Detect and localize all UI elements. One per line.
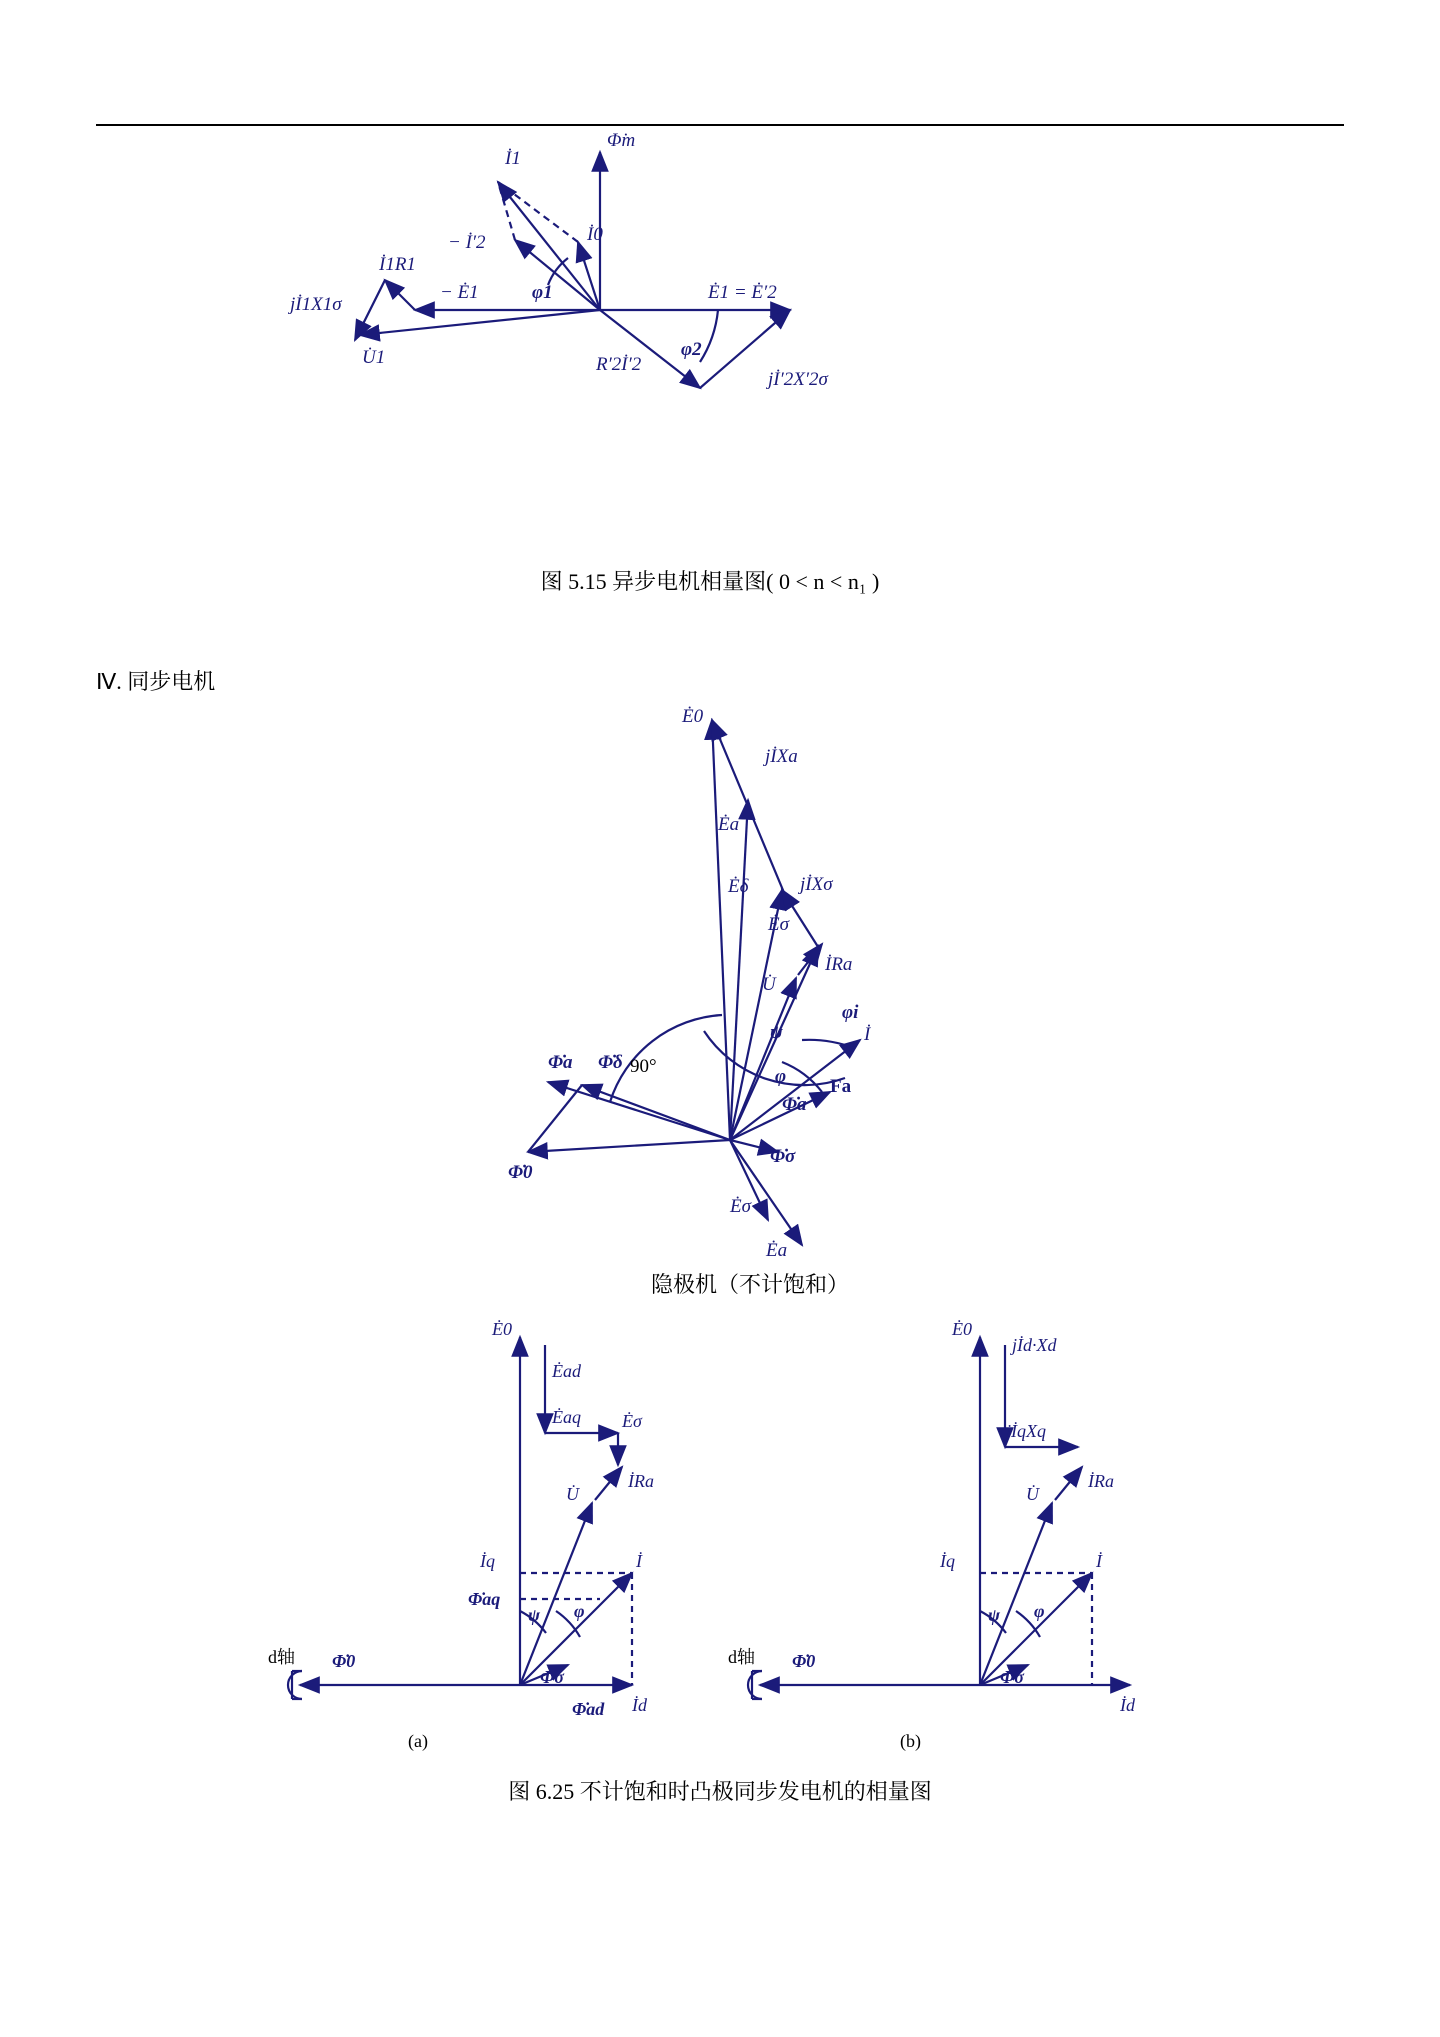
label-I1R1: İ1R1	[379, 254, 416, 275]
label-Esigma-a: Ėσ	[622, 1411, 642, 1431]
coil-arc-a	[288, 1671, 302, 1699]
vector-jI1X1sigma	[355, 280, 385, 340]
label-E0: Ė0	[682, 706, 704, 727]
label-I1: İ1	[505, 148, 521, 169]
vector-minus-I2p	[515, 240, 600, 310]
label-Phiaq-a: Φ̇aq	[468, 1589, 501, 1609]
label-phi: φ	[775, 1066, 787, 1087]
label-IRa-a: İRa	[628, 1471, 654, 1491]
label-psi: ψ	[770, 1022, 783, 1043]
label-Phi-sigma: Φ̇σ	[770, 1146, 796, 1167]
label-Ea-low: Ėa	[766, 1240, 788, 1261]
label-Iq-a: İq	[480, 1551, 495, 1571]
label-Esigma: Ėσ	[768, 914, 789, 935]
label-U-b: U̇	[1026, 1484, 1039, 1504]
label-Id-a: İd	[632, 1695, 647, 1715]
label-jIqXq-b: jİqXq	[1006, 1421, 1046, 1441]
figure-5-15	[290, 130, 1120, 530]
label-Id-b: İd	[1120, 1695, 1135, 1715]
vector-Phi-0	[528, 1140, 730, 1152]
label-d-axis-a: d轴	[268, 1647, 295, 1667]
label-U-a: U̇	[566, 1484, 579, 1504]
caption-hidden-pole: 隐极机（不计饱和）	[650, 1272, 849, 1297]
label-I-a: İ	[636, 1551, 642, 1571]
label-Esigma-low: Ėσ	[730, 1196, 751, 1217]
label-Eaq-a: Ėaq	[552, 1407, 581, 1427]
vector-Phi-delta	[582, 1085, 730, 1140]
label-Ead-a: Ėad	[552, 1361, 581, 1381]
vector-Ea	[730, 800, 748, 1140]
label-Phi0-b: Φ̇0	[792, 1651, 816, 1671]
dash-1	[498, 182, 515, 240]
caption-figure-6-25: 图 6.25 不计饱和时凸极同步发电机的相量图	[508, 1779, 932, 1804]
vector-IRa	[798, 944, 822, 975]
vector-E0	[712, 720, 730, 1140]
figure-hidden-pole	[430, 700, 1070, 1260]
section-label-synchronous-machine: Ⅳ. 同步电机	[96, 669, 216, 694]
label-jIXa: jİXa	[765, 746, 798, 767]
label-phi2: φ2	[681, 339, 702, 360]
label-E0-a: Ė0	[492, 1319, 512, 1339]
vector-IRa-b	[1055, 1467, 1082, 1500]
label-phi-m: Φ̇m	[607, 130, 636, 151]
label-Phi-a-right: Φ̇a	[782, 1094, 807, 1115]
label-Iq-b: İq	[940, 1551, 955, 1571]
label-d-axis-b: d轴	[728, 1647, 755, 1667]
arc-90deg	[610, 1015, 722, 1102]
label-E1-E2p: Ė1 = Ė′2	[708, 282, 777, 303]
label-psi-b: ψ	[988, 1605, 1001, 1625]
label-Phi0-a: Φ̇0	[332, 1651, 356, 1671]
label-90deg: 90°	[630, 1056, 657, 1077]
label-Edelta: Ėδ	[728, 876, 749, 897]
figure-6-25a	[240, 1315, 720, 1755]
label-Fa: Fa	[830, 1076, 852, 1097]
label-jIXsigma: jİXσ	[800, 874, 833, 895]
vector-U-b	[980, 1503, 1052, 1685]
label-R2pI2p: R′2İ′2	[596, 354, 642, 375]
vector-IRa-a	[595, 1467, 622, 1500]
label-IRa-b: İRa	[1088, 1471, 1114, 1491]
vector-I1R1	[385, 280, 415, 310]
label-minus-I2p: − İ′2	[448, 232, 486, 253]
label-E0-b: Ė0	[952, 1319, 972, 1339]
vector-U1	[360, 310, 600, 335]
label-IRa: İRa	[825, 954, 853, 975]
label-Phisigma-b: Φ̇σ	[1000, 1667, 1024, 1687]
label-phi1: φ1	[532, 282, 553, 303]
label-Phiad-a: Φ̇ad	[572, 1699, 605, 1719]
figure-6-25b	[700, 1315, 1200, 1755]
label-phi-i: φi	[842, 1002, 859, 1023]
vector-Fa	[730, 1092, 830, 1140]
label-Phi-0: Φ̇0	[508, 1162, 533, 1183]
label-phi-b: φ	[1034, 1601, 1045, 1621]
label-phi-a: φ	[574, 1601, 585, 1621]
label-minus-E1: − Ė1	[440, 282, 479, 303]
arc-phi-i	[802, 1040, 854, 1048]
label-Phisigma-a: Φ̇σ	[540, 1667, 564, 1687]
arc-phi	[782, 1062, 822, 1092]
coil-arc-b	[748, 1671, 762, 1699]
label-I: İ	[864, 1024, 871, 1045]
header-rule	[96, 124, 1344, 126]
label-I-b: İ	[1096, 1551, 1102, 1571]
caption-figure-5-15: 图 5.15 异步电机相量图( 0 < n < n₁ )	[540, 569, 880, 594]
label-Phi-delta: Φ̇δ	[598, 1052, 623, 1073]
label-I0: İ0	[587, 224, 603, 245]
label-U: U̇	[762, 974, 776, 995]
label-Ea: Ėa	[718, 814, 740, 835]
label-U1: U̇1	[362, 347, 386, 368]
label-psi-a: ψ	[528, 1605, 541, 1625]
vector-Phi-a	[548, 1082, 730, 1140]
sublabel-b: (b)	[900, 1731, 921, 1751]
label-jI2pX2psigma: jİ′2X′2σ	[768, 369, 828, 390]
label-jIdXd-b: jİd·Xd	[1012, 1335, 1057, 1355]
arc-phi2	[700, 310, 718, 362]
line-phi-triangle	[528, 1085, 582, 1152]
label-Phi-a: Φ̇a	[548, 1052, 573, 1073]
label-jI1X1sigma: jİ1X1σ	[290, 294, 342, 315]
sublabel-a: (a)	[408, 1731, 428, 1751]
vector-U-a	[520, 1503, 592, 1685]
